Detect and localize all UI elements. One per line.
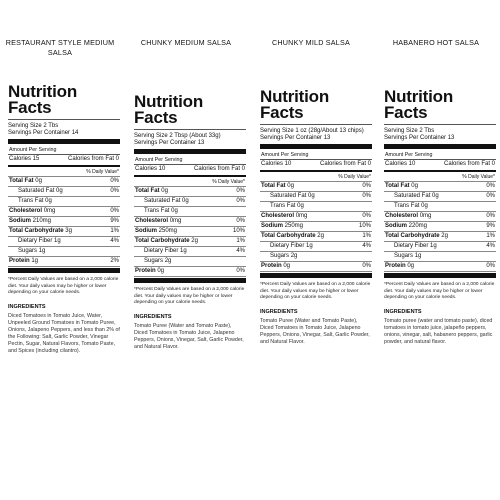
nutrient-label: Sugars (270, 253, 290, 260)
daily-value-header: % Daily Value* (134, 178, 246, 187)
nutrient-label: Trans Fat (18, 198, 44, 205)
nutrient-name (261, 222, 303, 231)
nutrient-amount: 0g (56, 188, 63, 195)
nutrient-name (135, 247, 187, 256)
nutrient-amount: 0g (171, 208, 178, 215)
nutrient-row (260, 242, 372, 252)
nutrient-amount: 220mg (408, 223, 428, 230)
nutrient-name (261, 202, 304, 211)
nutrient-amount: 0g (161, 188, 168, 195)
serving-size: Serving Size 1 oz (28g/About 13 chips) (260, 128, 364, 134)
servings-per-container: Servings Per Container 13 (384, 135, 455, 142)
footnote: *Percent Daily Values are based on a 2,000 calorie diet. Your daily values may be higher or lower depending on your calorie needs. (134, 287, 245, 305)
nutrient-label: Total Fat (261, 183, 286, 190)
nutrient-amount: 210mg (32, 218, 52, 225)
daily-value-percent: 10% (232, 228, 245, 235)
nutrient-row (134, 267, 246, 277)
nutrient-rows (384, 182, 496, 272)
nutrient-label: Trans Fat (270, 203, 296, 210)
daily-value-percent: 1% (110, 228, 119, 235)
nutrient-name (261, 212, 307, 221)
nutrient-label: Sodium (261, 223, 283, 230)
nutrient-amount: 2g (164, 258, 172, 265)
nutrient-row (384, 262, 496, 272)
nutrient-name (135, 257, 171, 266)
nutrient-amount: 1g (38, 248, 46, 255)
nutrient-row (260, 182, 372, 192)
nutrient-label: Saturated Fat (394, 193, 431, 200)
ingredients-heading: INGREDIENTS (134, 314, 172, 321)
nutrient-rows (134, 187, 246, 277)
nutrient-amount: 0mg (169, 218, 182, 225)
nutrient-name (261, 242, 313, 251)
nutrient-amount: 0g (35, 178, 42, 185)
daily-value-percent: 9% (110, 218, 119, 225)
nutrient-amount: 0g (182, 198, 189, 205)
calories-row (260, 160, 372, 169)
daily-value-percent: 4% (236, 248, 245, 255)
nutrient-label: Dietary Fiber (18, 238, 53, 245)
daily-value-header: % Daily Value* (384, 173, 496, 182)
nutrient-label: Trans Fat (144, 208, 170, 215)
nutrient-amount: 1g (306, 243, 313, 250)
nutrient-label: Total Fat (135, 188, 160, 195)
daily-value-percent: 0% (486, 193, 495, 200)
nutrient-label: Protein (9, 258, 30, 265)
label-title: Nutrition Facts (134, 92, 204, 127)
nutrient-label: Total Carbohydrate (135, 238, 190, 245)
daily-value-percent: 4% (486, 243, 495, 250)
nutrient-name (135, 197, 189, 206)
ingredients-text: Diced Tomatoes in Tomato Juice, Water, Unpeeled Ground Tomatoes in Tomato Puree, Onions, Jalapeno Peppers, and less than 2% of the Following: Salt, Garlic Powder, Vinegar Pectin, Sugar, Natural Flavors, Tomato Paste, and Spices (including cilantro). (8, 313, 120, 354)
nutrient-amount: 0g (45, 198, 52, 205)
daily-value-percent: 1% (486, 233, 495, 240)
daily-value-percent: 4% (362, 243, 371, 250)
nutrient-name (9, 177, 42, 186)
nutrient-label: Cholesterol (385, 213, 419, 220)
nutrient-row (134, 217, 246, 227)
nutrient-name (135, 267, 164, 276)
nutrient-amount: 250mg (158, 228, 178, 235)
daily-value-percent: 10% (358, 223, 371, 230)
nutrient-label: Total Fat (9, 178, 34, 185)
daily-value-percent: 4% (110, 238, 119, 245)
nutrient-row (134, 207, 246, 217)
daily-value-percent: 0% (236, 218, 245, 225)
nutrient-name (9, 197, 52, 206)
nutrient-name (261, 252, 297, 261)
nutrient-rows (260, 182, 372, 272)
daily-value-percent: 0% (486, 183, 495, 190)
nutrition-label (8, 84, 120, 354)
daily-value-percent: 0% (236, 198, 245, 205)
nutrient-row (8, 237, 120, 247)
nutrient-row (8, 177, 120, 187)
nutrient-name (261, 262, 290, 271)
nutrient-name (261, 232, 324, 241)
product-name: CHUNKY MEDIUM SALSA (140, 38, 232, 47)
calories-from-fat: Calories from Fat 0 (67, 156, 119, 163)
nutrient-label: Protein (261, 263, 282, 270)
nutrient-row (384, 192, 496, 202)
nutrient-amount: 2g (191, 238, 198, 245)
daily-value-percent: 0% (486, 263, 495, 270)
calories: Calories 15 (9, 156, 40, 163)
nutrient-row (134, 257, 246, 267)
nutrient-label: Cholesterol (9, 208, 43, 215)
daily-value-percent: 0% (110, 188, 119, 195)
nutrient-label: Total Fat (385, 183, 410, 190)
nutrient-row (8, 217, 120, 227)
nutrient-label: Cholesterol (261, 213, 295, 220)
footnote: *Percent Daily Values are based on a 2,000 calorie diet. Your daily values may be higher or lower depending on your calorie needs. (260, 282, 371, 300)
servings-per-container: Servings Per Container 13 (134, 140, 205, 147)
daily-value-percent: 0% (362, 193, 371, 200)
daily-value-percent: 0% (362, 263, 371, 270)
nutrient-name (385, 262, 414, 271)
ingredients-text: Tomato Puree (Water and Tomato Paste), Diced Tomatoes in Tomato Juice, Jalapeno Peppers, Onions, Vinegar, Salt, Garlic Powder, and Natural Flavor. (134, 323, 244, 350)
nutrient-amount: 0g (308, 193, 315, 200)
nutrition-label (384, 89, 496, 346)
nutrient-name (385, 252, 421, 261)
nutrient-label: Total Carbohydrate (9, 228, 64, 235)
nutrient-row (260, 222, 372, 232)
nutrient-label: Sugars (144, 258, 164, 265)
calories-from-fat: Calories from Fat 0 (319, 161, 371, 168)
nutrient-amount: 0mg (419, 213, 432, 220)
nutrition-label (260, 89, 372, 346)
nutrient-label: Trans Fat (394, 203, 420, 210)
nutrient-row (8, 197, 120, 207)
nutrient-row (260, 262, 372, 272)
nutrient-label: Sodium (385, 223, 407, 230)
servings-per-container: Servings Per Container 13 (260, 135, 331, 142)
nutrient-label: Sodium (9, 218, 31, 225)
nutrient-name (261, 192, 315, 201)
nutrient-name (9, 237, 61, 246)
daily-value-percent: 0% (362, 213, 371, 220)
nutrient-row (8, 247, 120, 257)
nutrient-name (385, 202, 428, 211)
nutrient-row (384, 242, 496, 252)
nutrient-amount: 0g (407, 263, 415, 270)
nutrient-row (8, 257, 120, 267)
nutrient-name (135, 187, 168, 196)
nutrient-row (8, 227, 120, 237)
nutrient-amount: 1g (414, 253, 422, 260)
ingredients-text: Tomato Puree (Water and Tomato Paste), Diced Tomatoes in Tomato Juice, Jalapeno Peppers, Onions, Vinegar, Salt, Garlic Powder, and Natural Flavor. (260, 318, 370, 345)
nutrient-amount: 2g (317, 233, 324, 240)
daily-value-percent: 9% (486, 223, 495, 230)
daily-value-percent: 0% (110, 178, 119, 185)
daily-value-percent: 1% (236, 238, 245, 245)
nutrient-row (384, 232, 496, 242)
daily-value-percent: 1% (362, 233, 371, 240)
daily-value-header: % Daily Value* (8, 168, 120, 177)
nutrient-row (384, 222, 496, 232)
calories: Calories 10 (135, 166, 166, 173)
amount-per-serving: Amount Per Serving (261, 152, 309, 159)
nutrient-amount: 0mg (43, 208, 56, 215)
nutrient-name (261, 182, 294, 191)
calories: Calories 10 (385, 161, 416, 168)
nutrient-row (134, 187, 246, 197)
nutrient-name (385, 182, 418, 191)
nutrient-label: Protein (135, 268, 156, 275)
nutrient-name (135, 217, 181, 226)
nutrient-row (384, 252, 496, 262)
nutrient-label: Sugars (18, 248, 38, 255)
product-name: RESTAURANT STYLE MEDIUM SALSA (5, 38, 115, 57)
nutrition-label (134, 94, 246, 351)
nutrient-amount: 0g (421, 203, 428, 210)
nutrient-amount: 0g (157, 268, 165, 275)
nutrient-amount: 0g (287, 183, 294, 190)
nutrient-amount: 1g (31, 258, 39, 265)
nutrient-row (384, 182, 496, 192)
nutrient-rows (8, 177, 120, 267)
product-name: HABANERO HOT SALSA (392, 38, 480, 47)
servings-per-container: Servings Per Container 14 (8, 130, 79, 137)
daily-value-header: % Daily Value* (260, 173, 372, 182)
nutrient-name (135, 227, 177, 236)
nutrient-amount: 1g (430, 243, 437, 250)
nutrient-label: Cholesterol (135, 218, 169, 225)
daily-value-percent: 0% (362, 183, 371, 190)
ingredients-heading: INGREDIENTS (8, 304, 46, 311)
footnote: *Percent Daily Values are based on a 2,000 calorie diet. Your daily values may be higher or lower depending on your calorie needs. (8, 277, 119, 295)
nutrient-row (260, 232, 372, 242)
calories-row (384, 160, 496, 169)
nutrient-row (134, 197, 246, 207)
nutrient-row (134, 237, 246, 247)
calories-row (8, 155, 120, 164)
calories: Calories 10 (261, 161, 292, 168)
nutrient-name (9, 187, 63, 196)
nutrient-name (135, 207, 178, 216)
nutrient-name (135, 237, 198, 246)
daily-value-percent: 0% (236, 268, 245, 275)
daily-value-percent: 2% (110, 258, 119, 265)
nutrient-amount: 3g (65, 228, 72, 235)
nutrient-amount: 1g (180, 248, 187, 255)
nutrient-label: Total Carbohydrate (385, 233, 440, 240)
nutrient-row (134, 227, 246, 237)
label-title: Nutrition Facts (260, 87, 330, 122)
nutrient-amount: 1g (54, 238, 61, 245)
nutrient-amount: 2g (441, 233, 448, 240)
nutrient-amount: 0g (432, 193, 439, 200)
nutrient-name (385, 232, 448, 241)
nutrient-label: Saturated Fat (18, 188, 55, 195)
serving-size: Serving Size 2 Tbs (8, 123, 59, 129)
nutrient-row (8, 207, 120, 217)
ingredients-heading: INGREDIENTS (384, 309, 422, 316)
nutrient-label: Sugars (394, 253, 414, 260)
product-name: CHUNKY MILD SALSA (272, 38, 350, 47)
nutrient-amount: 0g (283, 263, 291, 270)
nutrient-row (134, 247, 246, 257)
nutrient-name (9, 207, 55, 216)
nutrient-label: Sodium (135, 228, 157, 235)
nutrient-label: Total Carbohydrate (261, 233, 316, 240)
nutrient-amount: 0g (411, 183, 418, 190)
serving-size: Serving Size 2 Tbsp (About 33g) (134, 133, 221, 139)
serving-size: Serving Size 2 Tbs (384, 128, 435, 134)
nutrient-row (260, 202, 372, 212)
nutrient-row (384, 202, 496, 212)
nutrient-amount: 0mg (295, 213, 308, 220)
amount-per-serving: Amount Per Serving (135, 157, 183, 164)
daily-value-percent: 0% (110, 208, 119, 215)
nutrient-name (385, 242, 437, 251)
label-title: Nutrition Facts (8, 82, 78, 117)
footnote: *Percent Daily Values are based on a 2,000 calorie diet. Your daily values may be higher or lower depending on your calorie needs. (384, 282, 495, 300)
nutrient-amount: 0g (297, 203, 304, 210)
nutrient-label: Saturated Fat (144, 198, 181, 205)
amount-per-serving: Amount Per Serving (9, 147, 57, 154)
nutrient-row (260, 212, 372, 222)
daily-value-percent: 0% (236, 188, 245, 195)
nutrient-row (260, 192, 372, 202)
nutrient-row (260, 252, 372, 262)
label-title: Nutrition Facts (384, 87, 454, 122)
nutrient-label: Dietary Fiber (144, 248, 179, 255)
nutrient-label: Protein (385, 263, 406, 270)
nutrient-amount: 250mg (284, 223, 304, 230)
nutrient-name (9, 227, 72, 236)
nutrient-name (385, 222, 427, 231)
calories-row (134, 165, 246, 174)
nutrient-name (385, 192, 439, 201)
amount-per-serving: Amount Per Serving (385, 152, 433, 159)
nutrient-row (8, 187, 120, 197)
calories-from-fat: Calories from Fat 0 (193, 166, 245, 173)
nutrient-label: Dietary Fiber (394, 243, 429, 250)
nutrient-amount: 2g (290, 253, 298, 260)
ingredients-text: Tomato puree (water and tomato paste), diced tomatoes in tomato juice, jalapeño peppers, onions, vinegar, salt, habanero peppers, garlic powder, and natural flavor. (384, 318, 493, 345)
nutrient-name (9, 217, 51, 226)
daily-value-percent: 0% (486, 213, 495, 220)
calories-from-fat: Calories from Fat 0 (443, 161, 495, 168)
nutrient-name (385, 212, 431, 221)
nutrient-label: Dietary Fiber (270, 243, 305, 250)
nutrient-name (9, 247, 45, 256)
nutrient-row (384, 212, 496, 222)
nutrient-name (9, 257, 38, 266)
nutrient-label: Saturated Fat (270, 193, 307, 200)
ingredients-heading: INGREDIENTS (260, 309, 298, 316)
